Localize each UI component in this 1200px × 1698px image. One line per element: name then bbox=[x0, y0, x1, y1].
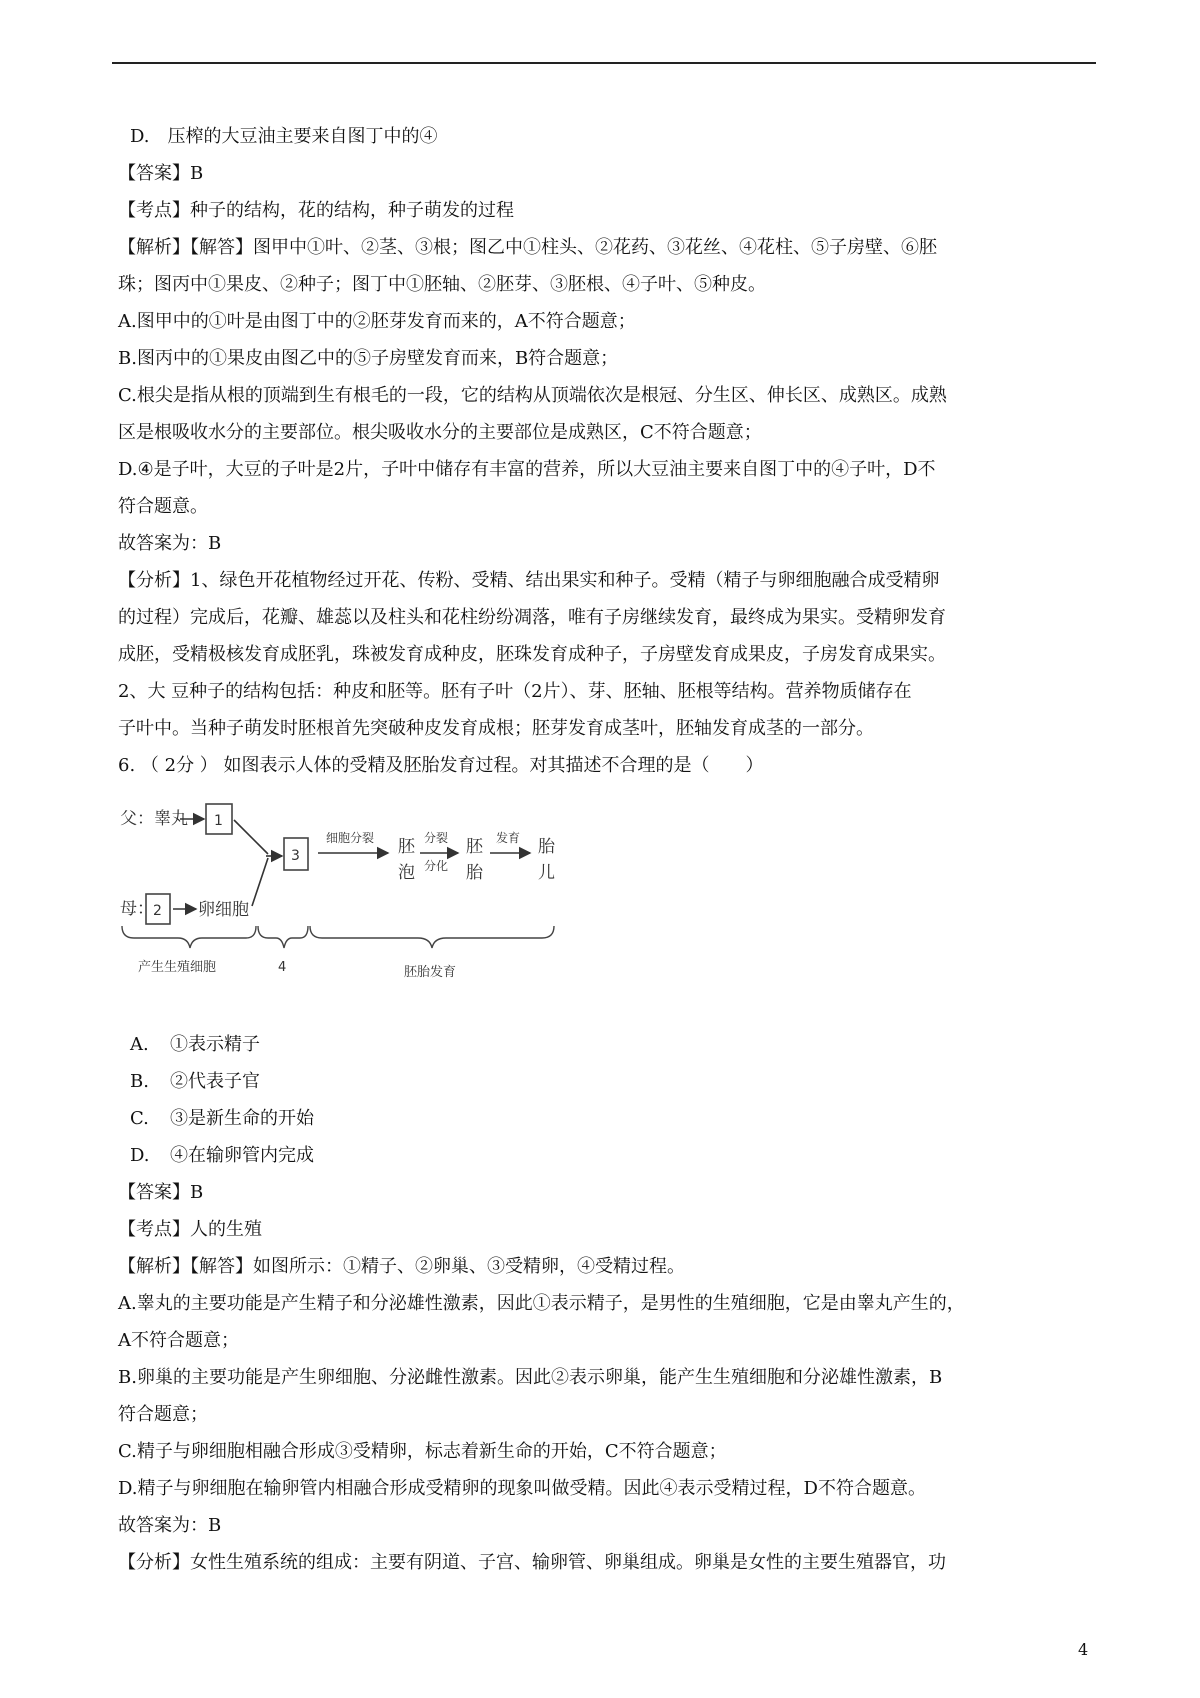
analysis-line: 【解析】【解答】如图所示：①精子、②卵巢、③受精卵，④受精过程。 bbox=[118, 1256, 685, 1277]
answer-line: 【答案】B bbox=[118, 163, 204, 184]
analysis-line: 珠；图丙中①果皮、②种子；图丁中①胚轴、②胚芽、③胚根、④子叶、⑤种皮。 bbox=[118, 274, 766, 295]
summary-line: 的过程）完成后，花瓣、雄蕊以及柱头和花柱纷纷凋落，唯有子房继续发育，最终成为果实。受精卵发育 bbox=[118, 607, 946, 628]
final-answer-line: 故答案为：B bbox=[118, 1515, 222, 1536]
analysis-line: C.精子与卵细胞相融合形成③受精卵，标志着新生命的开始，C不符合题意； bbox=[118, 1441, 727, 1462]
fetus-label-top: 胎 bbox=[538, 837, 555, 857]
differentiation-label: 分化 bbox=[424, 859, 449, 873]
blastocyst-label-top: 胚 bbox=[398, 837, 415, 857]
analysis-line: D.精子与卵细胞在输卵管内相融合形成受精卵的现象叫做受精。因此④表示受精过程，D不符合题意。 bbox=[118, 1478, 926, 1499]
option-b bbox=[118, 1063, 1098, 1100]
option-text: ①表示精子 bbox=[170, 1034, 260, 1055]
summary-line: 成胚，受精极核发育成胚乳，珠被发育成种皮，胚珠发育成种子，子房壁发育成果皮，子房发育成果实。 bbox=[118, 644, 946, 665]
brace-4-label: 4 bbox=[278, 960, 287, 975]
final-answer-line: 故答案为：B bbox=[118, 533, 222, 554]
analysis-line: 区是根吸收水分的主要部位。根尖吸收水分的主要部位是成熟区，C不符合题意； bbox=[118, 422, 762, 443]
analysis-line: 【解析】【解答】图甲中①叶、②茎、③根；图乙中①柱头、②花药、③花丝、④花柱、⑤子房壁、⑥胚 bbox=[118, 237, 937, 258]
summary-line: 【分析】1、绿色开花植物经过开花、传粉、受精、结出果实和种子。受精（精子与卵细胞融合成受精卵 bbox=[118, 570, 940, 591]
option-d bbox=[118, 1137, 1098, 1174]
page-number: 4 bbox=[1078, 1640, 1089, 1659]
analysis-line: C.根尖是指从根的顶端到生有根毛的一段，它的结构从顶端依次是根冠、分生区、伸长区、成熟区。成熟 bbox=[118, 385, 947, 406]
option-text: ②代表子官 bbox=[170, 1071, 260, 1092]
option-a bbox=[118, 1026, 1098, 1063]
option-letter: A. bbox=[130, 1034, 149, 1055]
summary-line: 子叶中。当种子萌发时胚根首先突破种皮发育成根；胚芽发育成茎叶，胚轴发育成茎的一部分。 bbox=[118, 718, 874, 739]
summary-line: 【分析】女性生殖系统的组成：主要有阴道、子宫、输卵管、卵巢组成。卵巢是女性的主要生殖器官，功 bbox=[118, 1552, 946, 1573]
analysis-line: A.睾丸的主要功能是产生精子和分泌雄性激素，因此①表示精子，是男性的生殖细胞，它是由睾丸产生的， bbox=[118, 1293, 965, 1314]
brace-embryo bbox=[310, 926, 554, 948]
topic-line: 【考点】种子的结构，花的结构，种子萌发的过程 bbox=[118, 200, 514, 221]
option-letter: B. bbox=[130, 1071, 149, 1092]
analysis-line: A不符合题意； bbox=[118, 1330, 239, 1351]
box-2-label: 2 bbox=[153, 903, 162, 919]
option-letter: C. bbox=[130, 1108, 149, 1129]
summary-line: 2、大 豆种子的结构包括：种皮和胚等。胚有子叶（2片）、芽、胚轴、胚根等结构。营养物质储存在 bbox=[118, 681, 912, 702]
brace-embryo-label: 胚胎发育 bbox=[404, 965, 457, 980]
analysis-line: D.④是子叶，大豆的子叶是2片，子叶中储存有丰富的营养，所以大豆油主要来自图丁中的④子叶，D不 bbox=[118, 459, 936, 480]
fertilization-diagram bbox=[118, 786, 638, 1016]
embryo-label-bottom: 胎 bbox=[466, 863, 483, 883]
header-rule bbox=[112, 62, 1096, 64]
egg-cell-label: 卵细胞 bbox=[198, 900, 249, 920]
fetus-label-bottom: 儿 bbox=[538, 863, 555, 883]
option-text: ③是新生命的开始 bbox=[170, 1108, 314, 1129]
option-letter: D. bbox=[130, 1145, 150, 1166]
analysis-line: 符合题意。 bbox=[118, 496, 208, 517]
embryo-label-top: 胚 bbox=[466, 837, 483, 857]
mother-label: 母： bbox=[120, 899, 154, 919]
division-label: 分裂 bbox=[424, 831, 449, 845]
question-6-stem: 6. （ 2分 ） 如图表示人体的受精及胚胎发育过程。对其描述不合理的是（ ） bbox=[118, 755, 764, 776]
option-d-prev: D. 压榨的大豆油主要来自图丁中的④ bbox=[130, 126, 438, 147]
topic-line: 【考点】人的生殖 bbox=[118, 1219, 262, 1240]
blastocyst-label-bottom: 泡 bbox=[398, 863, 415, 883]
page-content bbox=[118, 118, 1098, 1581]
cell-division-label: 细胞分裂 bbox=[326, 831, 375, 845]
brace-gametes bbox=[122, 926, 256, 948]
answer-line: 【答案】B bbox=[118, 1182, 204, 1203]
develop-label: 发育 bbox=[496, 831, 521, 845]
box-1-label: 1 bbox=[214, 813, 223, 829]
father-testis-label: 父：睾丸 bbox=[120, 809, 188, 829]
brace-fertilization bbox=[258, 926, 308, 948]
option-text: ④在输卵管内完成 bbox=[170, 1145, 314, 1166]
analysis-line: A.图甲中的①叶是由图丁中的②胚芽发育而来的，A不符合题意； bbox=[118, 311, 636, 332]
analysis-line: B.卵巢的主要功能是产生卵细胞、分泌雌性激素。因此②表示卵巢，能产生生殖细胞和分泌雄性激素，B bbox=[118, 1367, 943, 1388]
brace-gametes-label: 产生生殖细胞 bbox=[138, 960, 217, 975]
analysis-line: 符合题意； bbox=[118, 1404, 208, 1425]
analysis-line: B.图丙中的①果皮由图乙中的⑤子房壁发育而来，B符合题意； bbox=[118, 348, 619, 369]
box-3-label: 3 bbox=[291, 848, 300, 864]
option-c bbox=[118, 1100, 1098, 1137]
